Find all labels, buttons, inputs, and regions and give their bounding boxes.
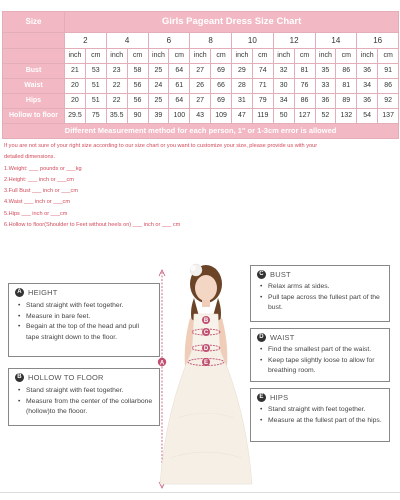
list-item: • Pull tape across the fullest part of the bust. xyxy=(259,293,383,314)
table-title-row xyxy=(3,12,399,33)
waist-box xyxy=(250,328,390,382)
table-note-row xyxy=(3,124,399,139)
table-cell: 90 xyxy=(127,109,148,124)
table-cell: 71 xyxy=(252,79,273,94)
table-cell: 56 xyxy=(127,79,148,94)
table-cell: 20 xyxy=(65,94,86,109)
table-cell: 69 xyxy=(211,94,232,109)
table-cell: 22 xyxy=(106,79,127,94)
table-cell: 24 xyxy=(148,79,169,94)
unit-row-head xyxy=(3,49,65,64)
note-line: 3.Full Bust ___ inch or ___cm xyxy=(4,188,78,195)
height-title: HEIGHT xyxy=(28,288,58,297)
hollow-box xyxy=(8,368,160,426)
unit-row xyxy=(3,49,399,64)
row-label: Waist xyxy=(3,79,65,94)
unit-label: inch xyxy=(148,49,169,64)
list-item: • Measure in bare feet. xyxy=(17,312,153,323)
waist-instructions xyxy=(259,345,383,377)
table-cell: 54 xyxy=(357,109,378,124)
table-cell: 89 xyxy=(336,94,357,109)
table-cell: 35.5 xyxy=(106,109,127,124)
table-row xyxy=(3,79,399,94)
table-cell: 30 xyxy=(273,79,294,94)
height-box xyxy=(8,283,160,357)
table-cell: 23 xyxy=(106,64,127,79)
table-cell: 50 xyxy=(273,109,294,124)
unit-label: cm xyxy=(85,49,106,64)
waist-badge: D xyxy=(257,333,266,342)
unit-label: cm xyxy=(127,49,148,64)
size-row xyxy=(3,33,399,49)
bottom-divider xyxy=(0,492,400,493)
table-cell: 52 xyxy=(315,109,336,124)
size-value: 12 xyxy=(273,33,315,49)
table-cell: 35 xyxy=(315,64,336,79)
unit-label: cm xyxy=(211,49,232,64)
table-row xyxy=(3,94,399,109)
table-row xyxy=(3,109,399,124)
unit-label: inch xyxy=(65,49,86,64)
table-cell: 25 xyxy=(148,94,169,109)
table-cell: 28 xyxy=(232,79,253,94)
table-cell: 86 xyxy=(378,79,399,94)
table-cell: 22 xyxy=(106,94,127,109)
table-note: Different Measurement method for each person, 1" or 1-3cm error is allowed xyxy=(3,124,399,139)
table-cell: 81 xyxy=(294,64,315,79)
dress-skirt xyxy=(160,350,252,484)
bust-instructions xyxy=(259,282,383,314)
table-cell: 66 xyxy=(211,79,232,94)
size-value: 16 xyxy=(357,33,399,49)
table-cell: 39 xyxy=(148,109,169,124)
bust-title: BUST xyxy=(270,270,291,279)
size-value: 14 xyxy=(315,33,357,49)
table-cell: 76 xyxy=(294,79,315,94)
table-cell: 27 xyxy=(190,94,211,109)
unit-label: inch xyxy=(190,49,211,64)
table-cell: 92 xyxy=(378,94,399,109)
table-cell: 47 xyxy=(232,109,253,124)
hips-box xyxy=(250,388,390,442)
table-cell: 61 xyxy=(169,79,190,94)
unit-label: inch xyxy=(273,49,294,64)
bust-box xyxy=(250,265,390,322)
table-cell: 64 xyxy=(169,94,190,109)
table-cell: 79 xyxy=(252,94,273,109)
list-item: • Measure from the center of the collarbone (hollow)to the flooor. xyxy=(17,397,153,418)
unit-label: cm xyxy=(336,49,357,64)
size-chart-table xyxy=(2,11,399,139)
height-header xyxy=(15,288,58,297)
unit-label: inch xyxy=(232,49,253,64)
list-item: • Stand straight with feet together. xyxy=(259,405,383,416)
height-badge: A xyxy=(15,288,24,297)
customization-notes xyxy=(4,141,396,231)
list-item: • Stand straight with feet together. xyxy=(17,301,153,312)
svg-text:A: A xyxy=(159,360,165,367)
svg-text:E: E xyxy=(203,360,209,367)
note-line: detailed dimensions. xyxy=(4,154,55,161)
hollow-badge: B xyxy=(15,373,24,382)
table-cell: 32 xyxy=(273,64,294,79)
note-line: 1.Weight: ___ pounds or ___kg xyxy=(4,165,82,172)
row-label: Hollow to floor xyxy=(3,109,65,124)
table-cell: 56 xyxy=(127,94,148,109)
hollow-title: HOLLOW TO FLOOR xyxy=(28,373,104,382)
size-value: 10 xyxy=(232,33,274,49)
table-title: Girls Pageant Dress Size Chart xyxy=(65,12,399,33)
list-item: • Stand straight with feet together. xyxy=(17,386,153,397)
svg-text:C: C xyxy=(203,330,209,337)
table-cell: 51 xyxy=(85,79,106,94)
girl-dress-figure xyxy=(148,258,258,494)
marker-a xyxy=(158,358,166,367)
table-cell: 132 xyxy=(336,109,357,124)
height-instructions xyxy=(17,301,153,343)
list-item: • Relax arms at sides. xyxy=(259,282,383,293)
hips-header xyxy=(257,393,288,402)
table-cell: 86 xyxy=(294,94,315,109)
table-cell: 25 xyxy=(148,64,169,79)
unit-label: cm xyxy=(252,49,273,64)
row-label: Hips xyxy=(3,94,65,109)
note-line: 4.Waist ___ inch or ___cm xyxy=(4,199,71,206)
unit-label: cm xyxy=(169,49,190,64)
table-cell: 26 xyxy=(190,79,211,94)
table-cell: 109 xyxy=(211,109,232,124)
note-line: 6.Hollow to floor(Shoulder to Feet without heels on) ___ inch or ___ cm xyxy=(4,222,181,229)
list-item: • Begain at the top of the head and pull tape straight down to the floor. xyxy=(17,322,153,343)
table-cell: 58 xyxy=(127,64,148,79)
table-cell: 43 xyxy=(190,109,211,124)
size-value: 2 xyxy=(65,33,107,49)
table-cell: 137 xyxy=(378,109,399,124)
size-row-head xyxy=(3,33,65,49)
row-label: Bust xyxy=(3,64,65,79)
waist-header xyxy=(257,333,294,342)
table-cell: 127 xyxy=(294,109,315,124)
table-cell: 34 xyxy=(357,79,378,94)
table-cell: 75 xyxy=(85,109,106,124)
hips-badge: E xyxy=(257,393,266,402)
hollow-instructions xyxy=(17,386,153,418)
table-row xyxy=(3,64,399,79)
size-value: 6 xyxy=(148,33,190,49)
svg-text:D: D xyxy=(203,346,209,353)
hollow-header xyxy=(15,373,104,382)
list-item: • Find the smallest part of the waist. xyxy=(259,345,383,356)
unit-label: inch xyxy=(357,49,378,64)
table-cell: 36 xyxy=(357,94,378,109)
size-value: 4 xyxy=(106,33,148,49)
note-line: 5.Hips ___ inch or ___cm xyxy=(4,210,68,217)
table-cell: 119 xyxy=(252,109,273,124)
table-cell: 27 xyxy=(190,64,211,79)
size-label: Size xyxy=(3,12,65,33)
list-item: • Measure at the fullest part of the hips. xyxy=(259,416,383,427)
table-cell: 33 xyxy=(315,79,336,94)
list-item: • Keep tape slightly loose to allow for breathing room. xyxy=(259,356,383,377)
svg-text:B: B xyxy=(203,318,209,325)
table-cell: 53 xyxy=(85,64,106,79)
unit-label: cm xyxy=(294,49,315,64)
table-cell: 36 xyxy=(315,94,336,109)
table-cell: 21 xyxy=(65,64,86,79)
hips-title: HIPS xyxy=(270,393,289,402)
bust-badge: C xyxy=(257,270,266,279)
unit-label: inch xyxy=(315,49,336,64)
table-cell: 64 xyxy=(169,64,190,79)
table-cell: 34 xyxy=(273,94,294,109)
bust-header xyxy=(257,270,291,279)
unit-label: inch xyxy=(106,49,127,64)
table-cell: 100 xyxy=(169,109,190,124)
note-line: 2.Height: ___ inch or ___cm xyxy=(4,176,74,183)
table-cell: 36 xyxy=(357,64,378,79)
note-line: If you are not sure of your right size according to our size chart or you want to customize your size, please provide us with your xyxy=(4,143,318,149)
table-cell: 74 xyxy=(252,64,273,79)
waist-title: WAIST xyxy=(270,333,295,342)
table-cell: 29.5 xyxy=(65,109,86,124)
hips-instructions xyxy=(259,405,383,426)
table-cell: 31 xyxy=(232,94,253,109)
size-value: 8 xyxy=(190,33,232,49)
table-cell: 51 xyxy=(85,94,106,109)
unit-label: cm xyxy=(378,49,399,64)
table-cell: 20 xyxy=(65,79,86,94)
table-cell: 86 xyxy=(336,64,357,79)
table-cell: 29 xyxy=(232,64,253,79)
table-cell: 69 xyxy=(211,64,232,79)
table-cell: 91 xyxy=(378,64,399,79)
table-cell: 81 xyxy=(336,79,357,94)
